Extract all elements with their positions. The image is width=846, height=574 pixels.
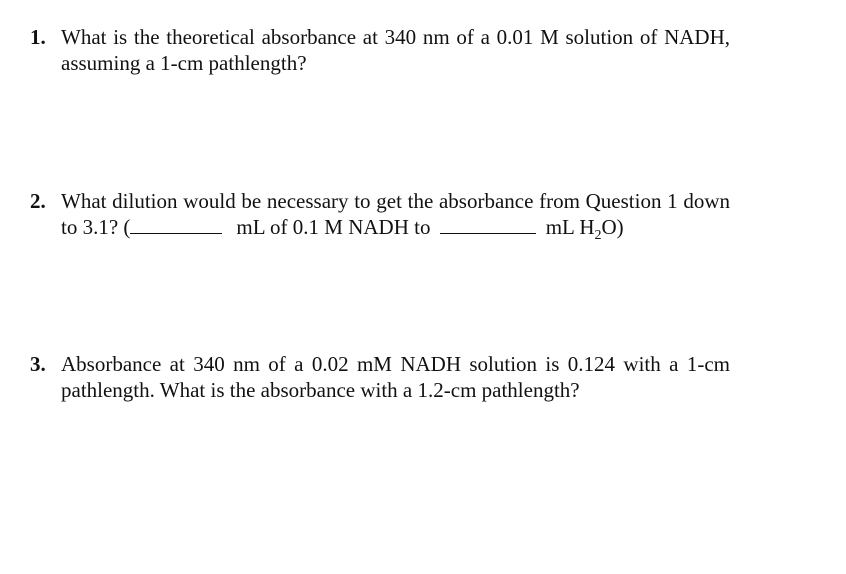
answer-blank-nadh-ml[interactable]	[130, 215, 222, 234]
question-number: 3.	[30, 352, 46, 376]
question-3	[30, 351, 730, 403]
question-text-mid: mL of 0.1 M NADH to	[236, 215, 431, 239]
question-number: 1.	[30, 25, 46, 49]
question-text	[61, 188, 730, 244]
question-number: 2.	[30, 189, 46, 213]
question-text: Absorbance at 340 nm of a 0.02 mM NADH solution is 0.124 with a 1-cm pathlength. What is the absorbance with a 1.2-cm pathlength?	[61, 352, 730, 402]
question-text: What is the theoretical absorbance at 340 nm of a 0.01 M solution of NADH, assuming a 1-cm pathlength?	[61, 25, 730, 75]
question-2	[30, 188, 730, 244]
question-1	[30, 24, 730, 76]
subscript-2: 2	[594, 228, 602, 244]
answer-blank-water-ml[interactable]	[440, 215, 536, 234]
question-text-start: What dilution would be necessary to get the absorbance from Question 1 down to 3.1? (	[61, 189, 730, 239]
question-text-end-post: O)	[601, 215, 624, 239]
question-text-end: mL H	[545, 215, 595, 239]
